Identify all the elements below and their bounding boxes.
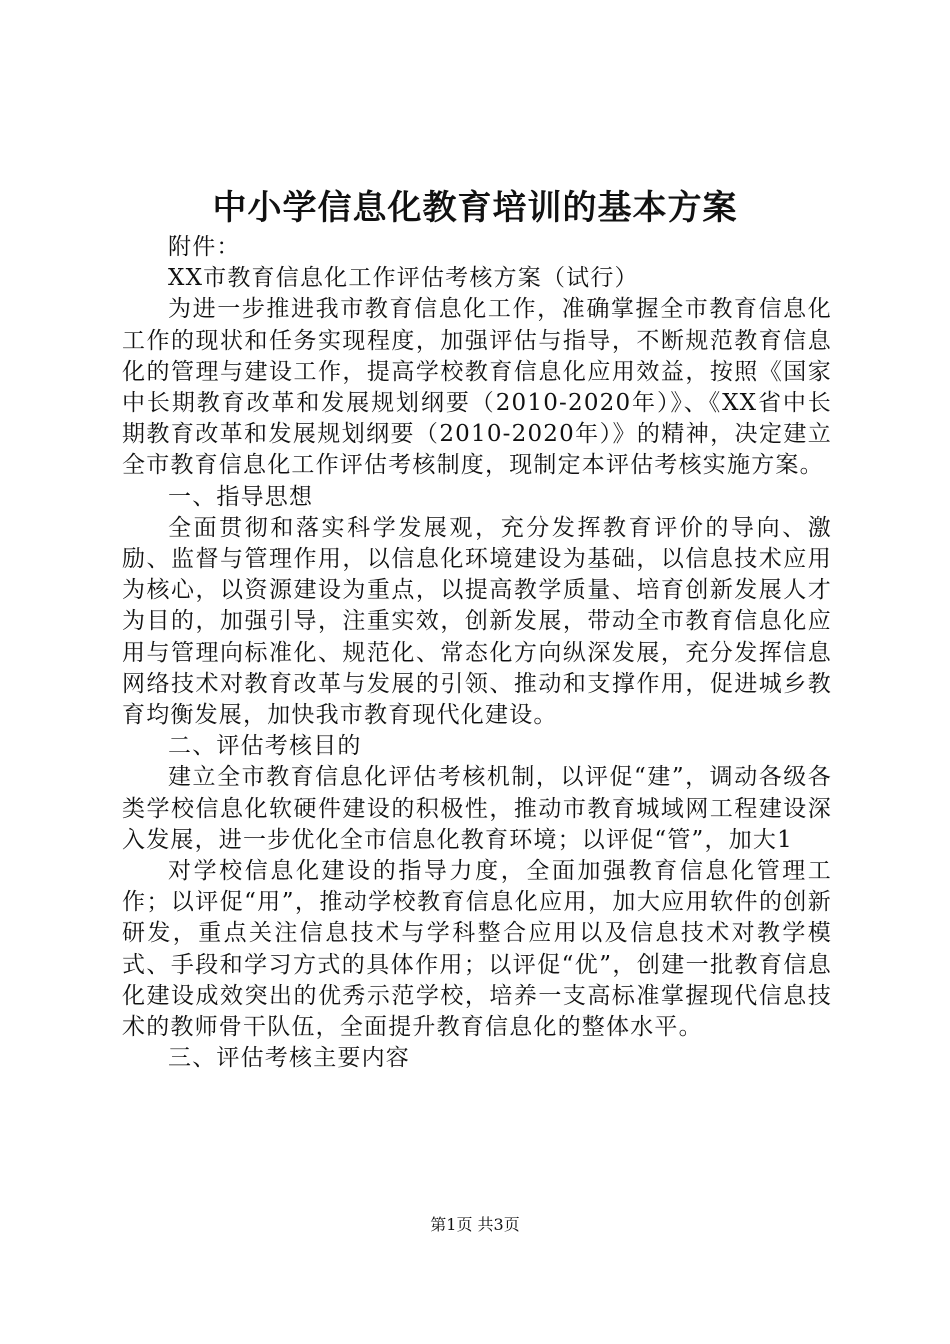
attachment-title: XX市教育信息化工作评估考核方案（试行） (168, 265, 639, 292)
page-footer: 第1页 共3页 (430, 1215, 520, 1234)
section-heading-guiding-ideology: 一、指导思想 (168, 483, 314, 510)
document-body (122, 232, 832, 1074)
intro-paragraph: 为进一步推进我市教育信息化工作，准确掌握全市教育信息化工作的现状和任务实现程度，加强评估与指导，不断规范教育信息化的管理与建设工作，提高学校教育信息化应用效益，按照《国家中长期教育改革和发展规划纲要（2010-2020年）》、《XX省中长期教育改革和发展规划纲要（2010-2020年）》的精神，决定建立全市教育信息化工作评估考核制度，现制定本评估考核实施方案。 (122, 296, 832, 479)
section-heading-evaluation-purpose: 二、评估考核目的 (168, 733, 362, 760)
guiding-ideology-paragraph: 全面贯彻和落实科学发展观，充分发挥教育评价的导向、激励、监督与管理作用，以信息化环境建设为基础，以信息技术应用为核心，以资源建设为重点，以提高教学质量、培育创新发展人才为目的，加强引导，注重实效，创新发展，带动全市教育信息化应用与管理向标准化、规范化、常态化方向纵深发展，充分发挥信息网络技术对教育改革与发展的引领、推动和支撑作用，促进城乡教育均衡发展，加快我市教育现代化建设。 (122, 514, 832, 729)
attachment-label: 附件： (168, 234, 241, 260)
document-title: 中小学信息化教育培训的基本方案 (212, 188, 738, 228)
evaluation-purpose-paragraph: 建立全市教育信息化评估考核机制，以评促“建”，调动各级各类学校信息化软硬件建设的积极性，推动市教育城域网工程建设深入发展，进一步优化全市信息化教育环境；以评促“管”，加大1 (122, 764, 832, 853)
section-heading-main-content: 三、评估考核主要内容 (168, 1045, 410, 1072)
evaluation-purpose-continued-paragraph: 对学校信息化建设的指导力度，全面加强教育信息化管理工作；以评促“用”，推动学校教育信息化应用，加大应用软件的创新研发，重点关注信息技术与学科整合应用以及信息技术对教学模式、手段和学习方式的具体作用；以评促“优”，创建一批教育信息化建设成效突出的优秀示范学校，培养一支高标准掌握现代信息技术的教师骨干队伍，全面提升教育信息化的整体水平。 (122, 858, 832, 1041)
